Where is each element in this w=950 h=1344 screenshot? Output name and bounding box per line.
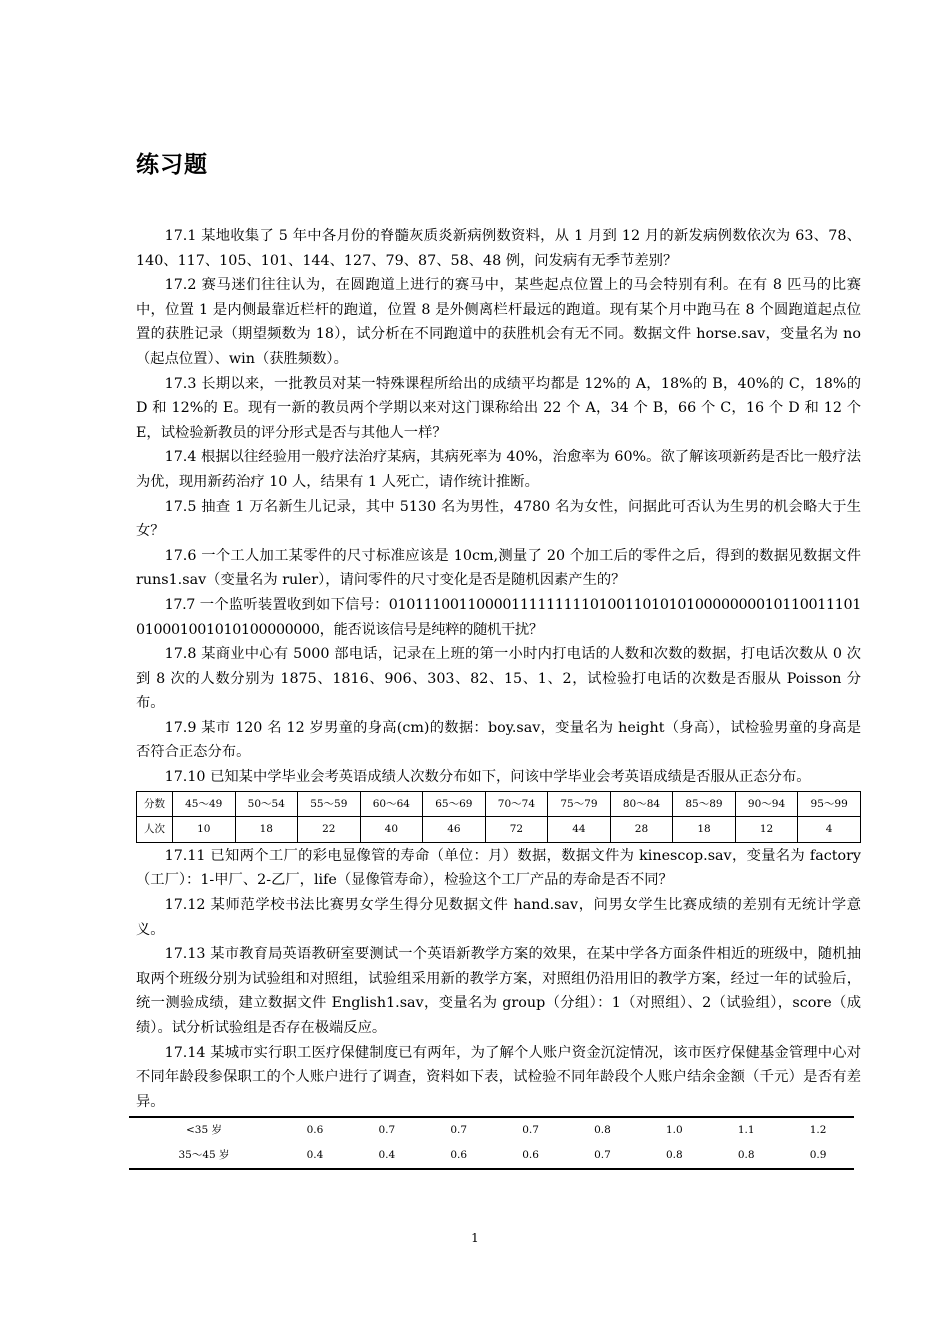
- table-cell: 0.8: [665, 1148, 683, 1161]
- table-cell: 0.7: [450, 1124, 468, 1137]
- table-cell: 18: [235, 817, 298, 843]
- exercise-17-6: 17.6 一个工人加工某零件的尺寸标准应该是 10cm,测量了 20 个加工后的零件之后，得到的数据见数据文件 runs1.sav（变量名为 ruler），请问零件的尺寸变化是否是随机因素产生的？: [136, 547, 861, 589]
- table-cell: 12: [735, 817, 798, 843]
- exercise-17-5: 17.5 抽查 1 万名新生儿记录，其中 5130 名为男性，4780 名为女性，问据此可否认为生男的机会略大于生女？: [136, 498, 861, 540]
- exercise-17-4: 17.4 根据以往经验用一般疗法治疗某病，其病死率为 40%，治愈率为 60%。欲了解该项新药是否比一般疗法为优，现用新药治疗 10 人，结果有 1 人死亡，请作统计推断。: [136, 449, 861, 490]
- table-cell: 95～99: [798, 791, 861, 817]
- row-header: 人次: [137, 817, 173, 843]
- table-cell: 0.6: [306, 1124, 324, 1137]
- row-header: 分数: [137, 791, 173, 817]
- table-cell: 46: [423, 817, 486, 843]
- table-cell: 50～54: [235, 791, 298, 817]
- table-cell: 80～84: [610, 791, 673, 817]
- table-cell: 0.7: [522, 1124, 539, 1137]
- account-balance-table: [129, 1116, 854, 1169]
- table-cell: 0.7: [378, 1124, 396, 1137]
- table-cell: 18: [673, 817, 736, 843]
- table-cell: 75～79: [548, 791, 611, 817]
- exercise-17-1: 17.1 某地收集了 5 年中各月份的脊髓灰质炎新病例数资料，从 1 月到 12 月的新发病例数依次为 63、78、140、117、105、101、144、127、79、87、58、48 例，问发病有无季节差别？: [136, 228, 861, 269]
- exercise-17-14: 17.14 某城市实行职工医疗保健制度已有两年，为了解个人账户资金沉淀情况，该市医疗保健基金管理中心对不同年龄段参保职工的个人账户进行了调查，资料如下表，试检验不同年龄段个人账户结余金额（千元）是否有差异。: [136, 1044, 861, 1110]
- table-cell: 55～59: [298, 791, 361, 817]
- table-cell: 0.8: [594, 1124, 611, 1137]
- exercise-body: [136, 224, 861, 1170]
- exercise-17-7: 17.7 一个监听装置收到如下信号：010111001100001111111110100110101010000000010110011101010001001010100000000，能否说该信号是纯粹的随机干扰？: [136, 596, 861, 638]
- table-cell: 28: [610, 817, 673, 843]
- table-cell: 72: [485, 817, 548, 843]
- table-cell: 1.0: [665, 1124, 683, 1137]
- table-cell: 22: [298, 817, 361, 843]
- table-cell: 10: [172, 817, 235, 843]
- exercise-17-11: 17.11 已知两个工厂的彩电显像管的寿命（单位：月）数据，数据文件为 kinescop.sav，变量名为 factory（工厂）：1-甲厂、2-乙厂，life（显像管寿命），检验这个工厂产品的寿命是否不同？: [136, 847, 861, 889]
- exercise-17-8: 17.8 某商业中心有 5000 部电话，记录在上班的第一小时内打电话的人数和次数的数据，打电话次数从 0 次到 8 次的人数分别为 1875、1816、906、303、82、15、1、2，试检验打电话的次数是否服从 Poisson 分布。: [136, 646, 861, 712]
- exercise-17-12: 17.12 某师范学校书法比赛男女学生得分见数据文件 hand.sav，问男女学生比赛成绩的差别有无统计学意义。: [136, 897, 861, 938]
- exercise-17-13: 17.13 某市教育局英语教研室要测试一个英语新教学方案的效果，在某中学各方面条件相近的班级中，随机抽取两个班级分别为试验组和对照组，试验组采用新的教学方案，对照组仍沿用旧的教学方案，经过一年的试验后，统一测验成绩，建立数据文件 English1.sav，变量名为 group（分组）：1（对照组）、2（试验组），score（成绩）。试分析试验组是否存在极端反应。: [136, 946, 861, 1036]
- table-cell: 0.6: [522, 1148, 539, 1161]
- exercise-17-9: 17.9 某市 120 名 12 岁男童的身高(cm)的数据：boy.sav，变量名为 height（身高），试检验男童的身高是否符合正态分布。: [136, 719, 861, 761]
- table-row: [129, 1143, 854, 1169]
- page-number: 1: [471, 1231, 479, 1245]
- table-row: [137, 791, 861, 817]
- table-cell: 0.4: [378, 1148, 396, 1161]
- table-cell: 0.8: [737, 1148, 755, 1161]
- table-cell: 85～89: [673, 791, 736, 817]
- table-cell: 1.2: [809, 1124, 827, 1137]
- page-title: 练习题: [136, 152, 208, 178]
- exercise-17-3: 17.3 长期以来，一批教员对某一特殊课程所给出的成绩平均都是 12%的 A，18%的 B，40%的 C，18%的 D 和 12%的 E。现有一新的教员两个学期以来对这门课称给出 22 个 A，34 个 B，66 个 C，16 个 D 和 12 个 E，试检验新教员的评分形式是否与其他人一样？: [136, 375, 861, 441]
- table-row: [129, 1117, 854, 1143]
- table-cell: 40: [360, 817, 423, 843]
- table-row: [137, 817, 861, 843]
- table-cell: 1.1: [737, 1124, 755, 1137]
- exercise-17-2: 17.2 赛马迷们往往认为，在圆跑道上进行的赛马中，某些起点位置上的马会特别有利。在有 8 匹马的比赛中，位置 1 是内侧最靠近栏杆的跑道，位置 8 是外侧离栏杆最远的跑道。现有某个月中跑马在 8 个圆跑道起点位置的获胜记录（期望频数为 18），试分析在不同跑道中的获胜机会有无不同。数据文件 horse.sav，变量名为 no（起点位置）、win（获胜频数）。: [136, 277, 861, 367]
- table-cell: 0.7: [594, 1148, 611, 1161]
- exercise-17-10: 17.10 已知某中学毕业会考英语成绩人次数分布如下，问该中学毕业会考英语成绩是否服从正态分布。: [164, 769, 811, 786]
- table-cell: 0.9: [809, 1148, 827, 1161]
- table-cell: 70～74: [485, 791, 548, 817]
- table-cell: 60～64: [360, 791, 423, 817]
- table-cell: 0.4: [306, 1148, 324, 1161]
- table-cell: 0.6: [450, 1148, 468, 1161]
- score-distribution-table: [136, 791, 861, 843]
- row-header: 35～45 岁: [178, 1148, 230, 1161]
- table-cell: 90～94: [735, 791, 798, 817]
- table-cell: 4: [798, 817, 861, 843]
- row-header: <35 岁: [186, 1124, 222, 1137]
- table-cell: 65～69: [423, 791, 486, 817]
- table-cell: 45～49: [172, 791, 235, 817]
- table-cell: 44: [548, 817, 611, 843]
